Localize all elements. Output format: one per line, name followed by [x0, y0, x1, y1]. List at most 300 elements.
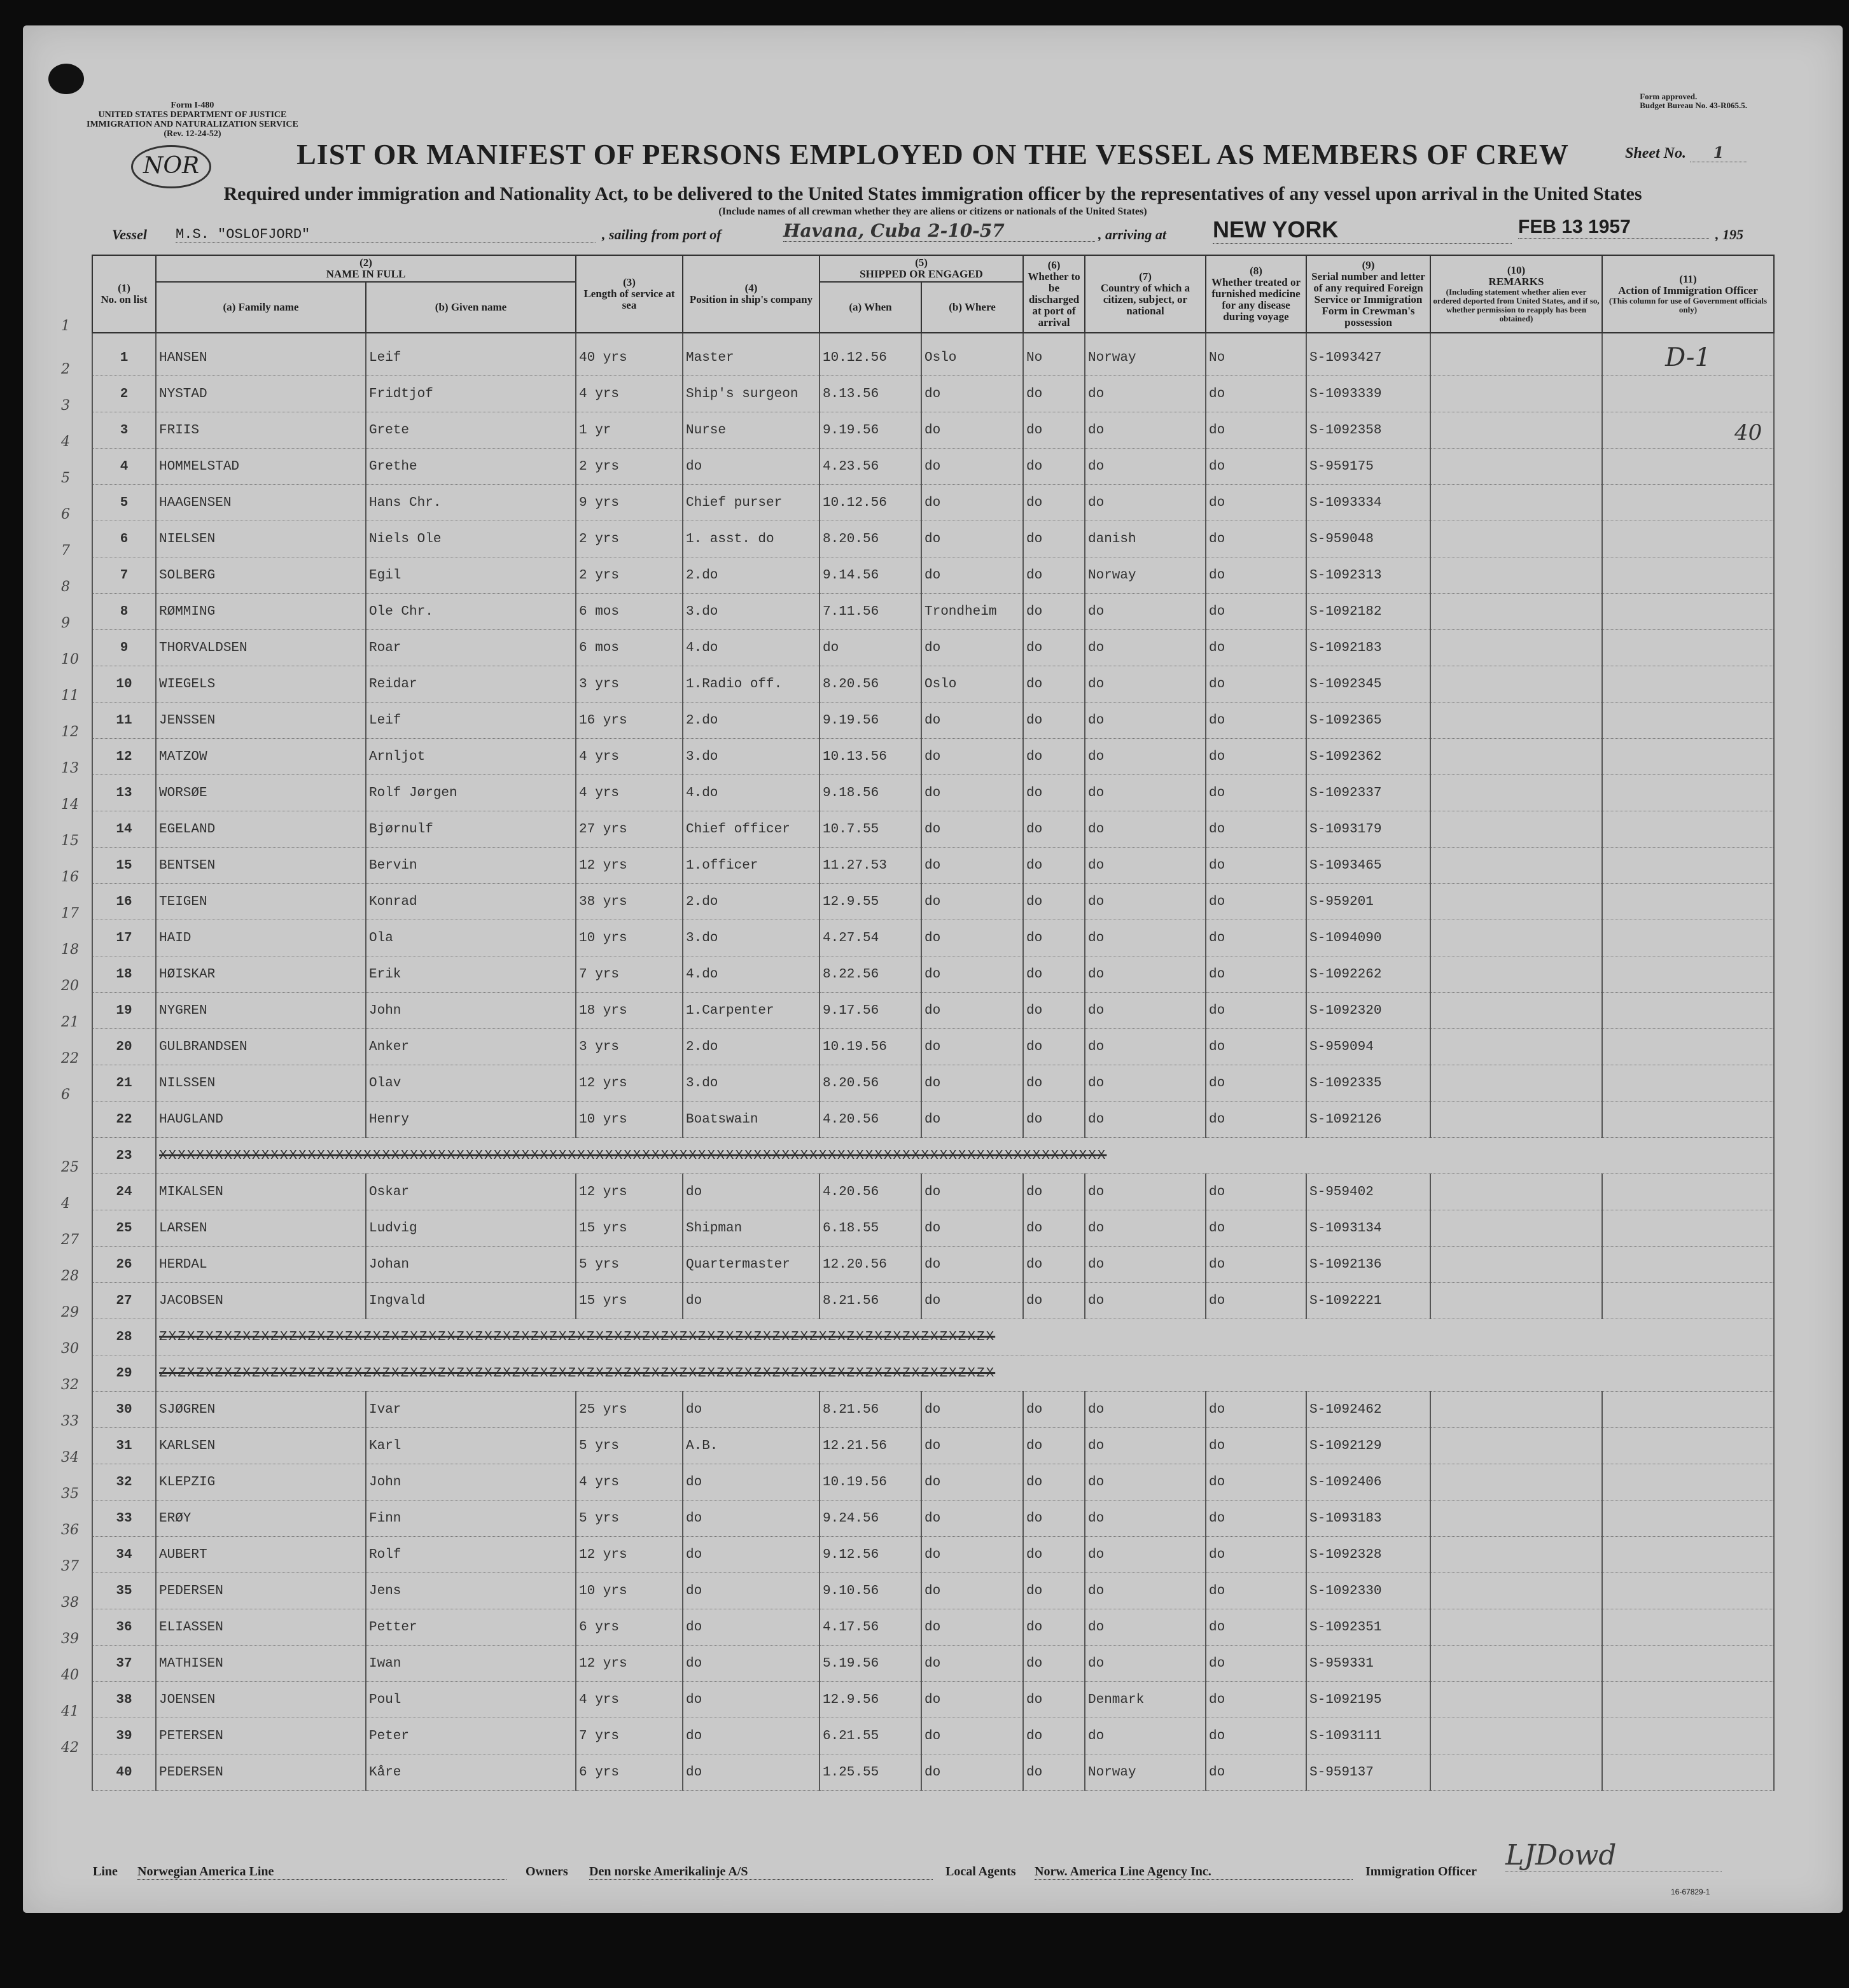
cell-where: do: [921, 1283, 1023, 1319]
arriving-port: NEW YORK: [1213, 216, 1512, 244]
cell-when: 8.21.56: [820, 1283, 921, 1319]
cell-country: do: [1085, 848, 1206, 884]
cell-action: [1602, 811, 1774, 848]
cell-remarks: [1430, 993, 1602, 1029]
col-discharged-header: (6) Whether to be discharged at port of arrival: [1023, 255, 1085, 333]
manifest-sheet: [23, 25, 1843, 1913]
cell-medicine: do: [1206, 666, 1306, 703]
cell-remarks: [1430, 1029, 1602, 1065]
table-row: [92, 1501, 1774, 1537]
cell-discharged: do: [1023, 1646, 1085, 1682]
table-row: [92, 1283, 1774, 1319]
table-row: [92, 412, 1774, 449]
cell-country: do: [1085, 1210, 1206, 1247]
table-row: [92, 333, 1774, 376]
cell-given: Reidar: [366, 666, 576, 703]
cell-service: 4 yrs: [576, 376, 683, 412]
cell-discharged: do: [1023, 1029, 1085, 1065]
cell-service: 9 yrs: [576, 485, 683, 521]
footer-line-value: Norwegian America Line: [137, 1865, 506, 1880]
margin-number: 34: [61, 1450, 79, 1466]
cell-no: 39: [92, 1718, 156, 1754]
cell-no: 1: [92, 333, 156, 376]
cell-where: do: [921, 1573, 1023, 1609]
cell-where: do: [921, 449, 1023, 485]
cell-where: do: [921, 521, 1023, 557]
cell-family: TEIGEN: [156, 884, 366, 920]
footer-line-label: Line: [93, 1865, 118, 1879]
margin-number: 18: [61, 942, 79, 958]
cell-service: 1 yr: [576, 412, 683, 449]
form-number: Form I-480: [171, 101, 214, 110]
cell-remarks: [1430, 956, 1602, 993]
cell-action: [1602, 666, 1774, 703]
cell-when: 8.20.56: [820, 1065, 921, 1102]
cell-serial: S-1093465: [1306, 848, 1430, 884]
table-row: [92, 956, 1774, 993]
cell-given: Hans Chr.: [366, 485, 576, 521]
cell-service: 4 yrs: [576, 775, 683, 811]
approval-block: [1640, 92, 1747, 110]
cell-given: Leif: [366, 333, 576, 376]
cell-country: do: [1085, 739, 1206, 775]
table-row: [92, 1319, 1774, 1355]
cell-position: do: [683, 1464, 820, 1501]
cell-family: JOENSEN: [156, 1682, 366, 1718]
cell-action: [1602, 1537, 1774, 1573]
sailing-label: , sailing from port of: [602, 227, 722, 242]
punch-hole: [48, 64, 84, 94]
cell-service: 12 yrs: [576, 1065, 683, 1102]
cell-remarks: [1430, 703, 1602, 739]
cell-no: 4: [92, 449, 156, 485]
cell-position: Nurse: [683, 412, 820, 449]
cell-family: ELIASSEN: [156, 1609, 366, 1646]
cell-given: Bjørnulf: [366, 811, 576, 848]
margin-number: 17: [61, 906, 79, 921]
cell-country: Norway: [1085, 557, 1206, 594]
cell-country: do: [1085, 1102, 1206, 1138]
margin-number: 6: [61, 507, 70, 522]
cell-no: 5: [92, 485, 156, 521]
cell-remarks: [1430, 739, 1602, 775]
cell-serial: S-1092313: [1306, 557, 1430, 594]
cell-country: do: [1085, 775, 1206, 811]
cell-when: 12.9.55: [820, 884, 921, 920]
cell-action: [1602, 775, 1774, 811]
cell-country: do: [1085, 884, 1206, 920]
cell-serial: S-959048: [1306, 521, 1430, 557]
cell-family: LARSEN: [156, 1210, 366, 1247]
cell-family: HAID: [156, 920, 366, 956]
cell-position: 2.do: [683, 884, 820, 920]
cell-service: 15 yrs: [576, 1283, 683, 1319]
cell-medicine: do: [1206, 1573, 1306, 1609]
cell-discharged: do: [1023, 1537, 1085, 1573]
cell-action: [1602, 1283, 1774, 1319]
cell-where: do: [921, 412, 1023, 449]
cell-given: Niels Ole: [366, 521, 576, 557]
cell-where: do: [921, 848, 1023, 884]
cell-service: 4 yrs: [576, 739, 683, 775]
cell-no: 32: [92, 1464, 156, 1501]
table-row: [92, 1247, 1774, 1283]
table-row: [92, 1428, 1774, 1464]
cell-serial: S-1092358: [1306, 412, 1430, 449]
cell-given: Iwan: [366, 1646, 576, 1682]
cell-medicine: do: [1206, 1247, 1306, 1283]
cell-no: 3: [92, 412, 156, 449]
arriving-label: , arriving at: [1098, 227, 1166, 242]
cell-serial: S-1092328: [1306, 1537, 1430, 1573]
cell-position: do: [683, 1174, 820, 1210]
cell-no: 30: [92, 1392, 156, 1428]
cell-discharged: do: [1023, 594, 1085, 630]
cell-medicine: do: [1206, 703, 1306, 739]
cell-position: 1.Radio off.: [683, 666, 820, 703]
cell-serial: S-1092351: [1306, 1609, 1430, 1646]
margin-number: 39: [61, 1631, 79, 1647]
cell-given: Roar: [366, 630, 576, 666]
cell-country: do: [1085, 1609, 1206, 1646]
cell-serial: S-1092182: [1306, 594, 1430, 630]
cell-serial: S-1092126: [1306, 1102, 1430, 1138]
cell-discharged: do: [1023, 666, 1085, 703]
cell-when: 8.20.56: [820, 666, 921, 703]
cell-when: 10.12.56: [820, 485, 921, 521]
footer-owners-label: Owners: [526, 1865, 568, 1879]
cell-when: 1.25.55: [820, 1754, 921, 1791]
cell-serial: S-1093179: [1306, 811, 1430, 848]
cell-family: PEDERSEN: [156, 1573, 366, 1609]
cell-no: 33: [92, 1501, 156, 1537]
cell-serial: S-1092136: [1306, 1247, 1430, 1283]
table-row: [92, 775, 1774, 811]
margin-number: 20: [61, 978, 79, 994]
cell-when: 9.24.56: [820, 1501, 921, 1537]
table-row: [92, 1138, 1774, 1174]
cell-family: WIEGELS: [156, 666, 366, 703]
cell-serial: S-1092345: [1306, 666, 1430, 703]
cell-medicine: do: [1206, 1029, 1306, 1065]
cell-serial: S-1094090: [1306, 920, 1430, 956]
cell-service: 25 yrs: [576, 1392, 683, 1428]
cell-medicine: do: [1206, 848, 1306, 884]
cell-no: 10: [92, 666, 156, 703]
cell-discharged: do: [1023, 1464, 1085, 1501]
cell-medicine: do: [1206, 1646, 1306, 1682]
cell-given: Anker: [366, 1029, 576, 1065]
col-name-header: (2) NAME IN FULL: [156, 255, 576, 282]
cell-no: 8: [92, 594, 156, 630]
cell-serial: S-1093134: [1306, 1210, 1430, 1247]
cell-serial: S-1093111: [1306, 1718, 1430, 1754]
col-action-header: (11) Action of Immigration Officer (This column for use of Government officials only): [1602, 255, 1774, 333]
cell-given: Finn: [366, 1501, 576, 1537]
cell-no: 24: [92, 1174, 156, 1210]
cell-position: 4.do: [683, 775, 820, 811]
cell-medicine: do: [1206, 521, 1306, 557]
cell-serial: S-1092406: [1306, 1464, 1430, 1501]
cell-discharged: do: [1023, 1102, 1085, 1138]
cell-serial: S-959402: [1306, 1174, 1430, 1210]
table-row: [92, 1065, 1774, 1102]
cell-remarks: [1430, 1174, 1602, 1210]
cell-when: 12.9.56: [820, 1682, 921, 1718]
table-row: [92, 485, 1774, 521]
cell-medicine: No: [1206, 333, 1306, 376]
cell-remarks: [1430, 376, 1602, 412]
cell-discharged: do: [1023, 630, 1085, 666]
cell-position: do: [683, 449, 820, 485]
cell-no: 14: [92, 811, 156, 848]
cell-position: 2.do: [683, 1029, 820, 1065]
cell-discharged: do: [1023, 1682, 1085, 1718]
margin-number: 30: [61, 1341, 79, 1357]
cell-remarks: [1430, 630, 1602, 666]
cell-remarks: [1430, 449, 1602, 485]
cell-medicine: do: [1206, 1283, 1306, 1319]
cell-remarks: [1430, 1609, 1602, 1646]
cell-country: do: [1085, 1537, 1206, 1573]
side-note: 40: [1734, 420, 1762, 445]
margin-number: 42: [61, 1740, 79, 1756]
cell-family: HANSEN: [156, 333, 366, 376]
cell-given: Erik: [366, 956, 576, 993]
cell-country: do: [1085, 1029, 1206, 1065]
cell-given: Egil: [366, 557, 576, 594]
cell-discharged: do: [1023, 1392, 1085, 1428]
cell-country: do: [1085, 376, 1206, 412]
cell-country: Denmark: [1085, 1682, 1206, 1718]
cell-where: do: [921, 884, 1023, 920]
cell-where: do: [921, 630, 1023, 666]
cell-where: do: [921, 485, 1023, 521]
cell-discharged: do: [1023, 993, 1085, 1029]
cell-action: [1602, 557, 1774, 594]
cell-no: 37: [92, 1646, 156, 1682]
cell-when: do: [820, 630, 921, 666]
cell-service: 15 yrs: [576, 1210, 683, 1247]
cell-where: Oslo: [921, 666, 1023, 703]
cell-service: 5 yrs: [576, 1247, 683, 1283]
cell-discharged: do: [1023, 1754, 1085, 1791]
budget-bureau: Budget Bureau No. 43-R065.5.: [1640, 101, 1747, 110]
table-row: [92, 521, 1774, 557]
cell-discharged: do: [1023, 1174, 1085, 1210]
cell-discharged: No: [1023, 333, 1085, 376]
cell-given: Jens: [366, 1573, 576, 1609]
cell-where: do: [921, 1102, 1023, 1138]
cell-discharged: do: [1023, 811, 1085, 848]
cell-family: PETERSEN: [156, 1718, 366, 1754]
cell-action: [1602, 1501, 1774, 1537]
cell-where: do: [921, 376, 1023, 412]
table-row: [92, 376, 1774, 412]
cell-when: 10.7.55: [820, 811, 921, 848]
cell-medicine: do: [1206, 1210, 1306, 1247]
col-remarks-header: (10) REMARKS (Including statement whether alien ever ordered deported from United States, and if so, whether permission to reapply has been obtained): [1430, 255, 1602, 333]
cell-when: 5.19.56: [820, 1646, 921, 1682]
table-row: [92, 1392, 1774, 1428]
cell-country: do: [1085, 993, 1206, 1029]
cell-family: NYGREN: [156, 993, 366, 1029]
cell-no: 9: [92, 630, 156, 666]
table-row: [92, 1718, 1774, 1754]
cell-country: do: [1085, 485, 1206, 521]
cell-action: [1602, 1646, 1774, 1682]
cell-remarks: [1430, 1102, 1602, 1138]
cell-remarks: [1430, 1537, 1602, 1573]
cell-action: [1602, 1754, 1774, 1791]
cell-where: do: [921, 739, 1023, 775]
table-row: [92, 920, 1774, 956]
cell-action: [1602, 1102, 1774, 1138]
cell-remarks: [1430, 1646, 1602, 1682]
cell-position: Chief officer: [683, 811, 820, 848]
cell-no: 23: [92, 1138, 156, 1174]
cell-when: 12.21.56: [820, 1428, 921, 1464]
crew-table: [92, 255, 1775, 1791]
cell-given: Ingvald: [366, 1283, 576, 1319]
table-row: [92, 1029, 1774, 1065]
cell-serial: S-959331: [1306, 1646, 1430, 1682]
cell-where: do: [921, 1754, 1023, 1791]
cell-medicine: do: [1206, 594, 1306, 630]
cell-where: do: [921, 1428, 1023, 1464]
cell-family: PEDERSEN: [156, 1754, 366, 1791]
cell-action: [1602, 521, 1774, 557]
margin-number: 25: [61, 1159, 79, 1175]
cell-where: do: [921, 1718, 1023, 1754]
cell-no: 2: [92, 376, 156, 412]
cell-medicine: do: [1206, 739, 1306, 775]
cell-medicine: do: [1206, 1392, 1306, 1428]
cell-country: Norway: [1085, 333, 1206, 376]
cell-remarks: [1430, 412, 1602, 449]
cell-serial: S-1093334: [1306, 485, 1430, 521]
cell-medicine: do: [1206, 1501, 1306, 1537]
cell-position: do: [683, 1573, 820, 1609]
cell-serial: S-1092330: [1306, 1573, 1430, 1609]
cell-country: do: [1085, 1174, 1206, 1210]
cell-family: SOLBERG: [156, 557, 366, 594]
cell-action: D-1: [1602, 333, 1774, 376]
cell-no: 11: [92, 703, 156, 739]
cell-action: [1602, 1464, 1774, 1501]
cell-service: 38 yrs: [576, 884, 683, 920]
cell-family: MATZOW: [156, 739, 366, 775]
cell-when: 8.22.56: [820, 956, 921, 993]
margin-number: 21: [61, 1014, 79, 1030]
cell-family: KLEPZIG: [156, 1464, 366, 1501]
margin-number: 4: [61, 434, 70, 450]
cell-given: Konrad: [366, 884, 576, 920]
department-name: UNITED STATES DEPARTMENT OF JUSTICE: [98, 110, 287, 120]
cell-serial: S-959175: [1306, 449, 1430, 485]
cell-no: 35: [92, 1573, 156, 1609]
cell-service: 40 yrs: [576, 333, 683, 376]
cell-remarks: [1430, 775, 1602, 811]
cell-service: 5 yrs: [576, 1501, 683, 1537]
table-row: [92, 1573, 1774, 1609]
cell-family: NIELSEN: [156, 521, 366, 557]
cell-position: 1. asst. do: [683, 521, 820, 557]
cell-action: [1602, 630, 1774, 666]
cell-country: do: [1085, 1247, 1206, 1283]
cell-action: [1602, 1718, 1774, 1754]
col-where-header: (b) Where: [921, 282, 1023, 333]
cell-service: 5 yrs: [576, 1428, 683, 1464]
cell-where: do: [921, 1210, 1023, 1247]
cell-serial: S-1092365: [1306, 703, 1430, 739]
cell-when: 9.17.56: [820, 993, 921, 1029]
margin-number: 35: [61, 1486, 79, 1502]
page-subnote: (Include names of all crewman whether they are aliens or citizens or nationals of the United States): [718, 206, 1147, 217]
cell-action: [1602, 1065, 1774, 1102]
cell-remarks: [1430, 920, 1602, 956]
table-row: [92, 884, 1774, 920]
margin-number: 16: [61, 869, 79, 885]
cell-discharged: do: [1023, 521, 1085, 557]
cell-service: 10 yrs: [576, 920, 683, 956]
cell-service: 10 yrs: [576, 1102, 683, 1138]
cell-where: do: [921, 1646, 1023, 1682]
cell-action: [1602, 956, 1774, 993]
cell-no: 28: [92, 1319, 156, 1355]
margin-number: 2: [61, 361, 70, 377]
cell-discharged: do: [1023, 1210, 1085, 1247]
cell-service: 10 yrs: [576, 1573, 683, 1609]
cell-medicine: do: [1206, 1102, 1306, 1138]
cell-given: Ivar: [366, 1392, 576, 1428]
cell-medicine: do: [1206, 557, 1306, 594]
cell-given: Grete: [366, 412, 576, 449]
cell-country: do: [1085, 811, 1206, 848]
cell-medicine: do: [1206, 1537, 1306, 1573]
margin-number: 6: [61, 1087, 70, 1103]
cell-family: MATHISEN: [156, 1646, 366, 1682]
footer-officer-label: Immigration Officer: [1365, 1865, 1477, 1879]
cell-given: Leif: [366, 703, 576, 739]
margin-number: 4: [61, 1196, 70, 1212]
margin-number: 5: [61, 470, 70, 486]
cell-discharged: do: [1023, 1573, 1085, 1609]
cell-where: do: [921, 1537, 1023, 1573]
table-row: [92, 848, 1774, 884]
cell-service: 7 yrs: [576, 956, 683, 993]
cell-no: 22: [92, 1102, 156, 1138]
margin-number: 33: [61, 1413, 79, 1429]
cell-family: FRIIS: [156, 412, 366, 449]
cell-where: do: [921, 1501, 1023, 1537]
cell-given: Fridtjof: [366, 376, 576, 412]
cell-where: do: [921, 1392, 1023, 1428]
cell-given: Kåre: [366, 1754, 576, 1791]
cell-service: 6 mos: [576, 630, 683, 666]
cell-position: do: [683, 1501, 820, 1537]
cell-family: JENSSEN: [156, 703, 366, 739]
footer-agents-value: Norw. America Line Agency Inc.: [1035, 1865, 1353, 1880]
cell-remarks: [1430, 884, 1602, 920]
cell-family: JACOBSEN: [156, 1283, 366, 1319]
cell-position: 1.officer: [683, 848, 820, 884]
cell-no: 20: [92, 1029, 156, 1065]
cell-no: 16: [92, 884, 156, 920]
margin-number: 9: [61, 615, 70, 631]
cell-no: 17: [92, 920, 156, 956]
cell-family: KARLSEN: [156, 1428, 366, 1464]
